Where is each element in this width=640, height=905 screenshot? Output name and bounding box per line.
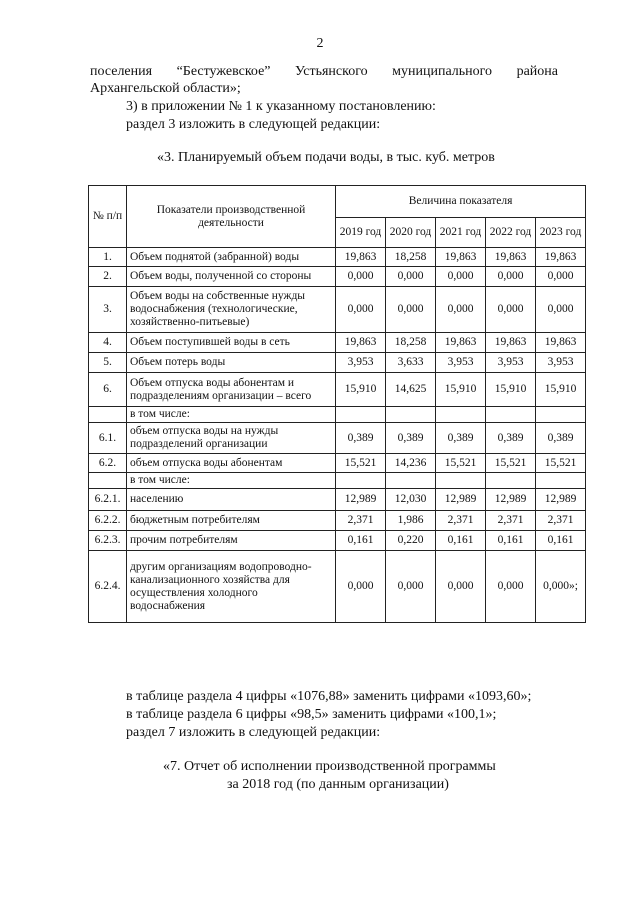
row-value-cell: 0,000: [336, 267, 386, 287]
row-value-cell: 0,389: [436, 423, 486, 454]
row-value-cell: 0,000: [336, 551, 386, 623]
intro-word: района: [516, 64, 558, 79]
row-value-cell: 18,258: [386, 333, 436, 353]
row-indicator-name: бюджетным потребителям: [127, 511, 336, 531]
row-value-cell: 19,863: [336, 248, 386, 267]
row-indicator-name: Объем потерь воды: [127, 353, 336, 373]
intro-word: поселения: [90, 64, 153, 79]
row-value-cell: [336, 473, 386, 489]
table-row: [89, 407, 586, 423]
row-value-cell: 0,389: [336, 423, 386, 454]
row-value-cell: 3,953: [486, 353, 536, 373]
table-row: [89, 373, 586, 407]
row-number: [89, 407, 127, 423]
row-value-cell: 0,000: [486, 287, 536, 333]
intro-line-2: Архангельской области»;: [90, 81, 241, 96]
row-value-cell: 15,910: [486, 373, 536, 407]
row-value-cell: 19,863: [336, 333, 386, 353]
row-value-cell: 15,910: [436, 373, 486, 407]
row-value-cell: [536, 473, 586, 489]
row-value-cell: [436, 473, 486, 489]
row-indicator-name: Объем отпуска воды абонентам и подразделениям организации – всего: [127, 373, 336, 407]
intro-word: “Бестужевское”: [176, 64, 271, 79]
row-indicator-name: другим организациям водопроводно-канализационного хозяйства для осуществления холодного водоснабжения: [127, 551, 336, 623]
intro-word: Устьянского: [295, 64, 368, 79]
row-value-cell: 0,000: [536, 267, 586, 287]
row-value-cell: 1,986: [386, 511, 436, 531]
row-number: [89, 473, 127, 489]
row-value-cell: 0,000: [436, 551, 486, 623]
row-number: 6.2.2.: [89, 511, 127, 531]
col-header-indicator: Показатели производственной деятельности: [127, 186, 336, 248]
row-value-cell: 0,389: [386, 423, 436, 454]
row-value-cell: 0,000: [536, 287, 586, 333]
col-header-year: 2019 год: [336, 218, 386, 248]
row-value-cell: [486, 473, 536, 489]
row-value-cell: [386, 407, 436, 423]
col-header-year: 2023 год: [536, 218, 586, 248]
row-indicator-name: Объем поднятой (забранной) воды: [127, 248, 336, 267]
row-value-cell: 19,863: [436, 333, 486, 353]
row-value-cell: 0,000: [486, 551, 536, 623]
row-value-cell: 0,389: [486, 423, 536, 454]
table-row: [89, 489, 586, 511]
row-indicator-name: прочим потребителям: [127, 531, 336, 551]
row-value-cell: 2,371: [436, 511, 486, 531]
row-value-cell: 0,161: [536, 531, 586, 551]
row-value-cell: 0,000: [386, 287, 436, 333]
row-indicator-name: объем отпуска воды на нужды подразделений организации: [127, 423, 336, 454]
row-value-cell: 15,910: [536, 373, 586, 407]
table-body: [89, 248, 586, 623]
row-value-cell: 19,863: [486, 248, 536, 267]
row-number: 4.: [89, 333, 127, 353]
row-indicator-name: Объем поступившей воды в сеть: [127, 333, 336, 353]
table-row: [89, 333, 586, 353]
col-header-year: 2020 год: [386, 218, 436, 248]
row-number: 3.: [89, 287, 127, 333]
row-value-cell: 0,000: [486, 267, 536, 287]
row-value-cell: 0,000: [436, 287, 486, 333]
row-value-cell: 0,000: [436, 267, 486, 287]
table-row: [89, 454, 586, 473]
table-row: [89, 551, 586, 623]
row-value-cell: 0,161: [336, 531, 386, 551]
after-line-2: в таблице раздела 6 цифры «98,5» заменить цифрами «100,1»;: [126, 707, 497, 722]
row-value-cell: 12,989: [536, 489, 586, 511]
table-row: [89, 267, 586, 287]
row-value-cell: 15,521: [436, 454, 486, 473]
row-value-cell: 15,521: [536, 454, 586, 473]
table-row: [89, 473, 586, 489]
row-number: 1.: [89, 248, 127, 267]
row-indicator-name: в том числе:: [127, 473, 336, 489]
row-value-cell: 14,236: [386, 454, 436, 473]
row-number: 6.2.4.: [89, 551, 127, 623]
row-value-cell: [486, 407, 536, 423]
table-row: [89, 353, 586, 373]
row-value-cell: 3,953: [436, 353, 486, 373]
intro-line-4: раздел 3 изложить в следующей редакции:: [126, 117, 381, 132]
row-value-cell: 15,521: [486, 454, 536, 473]
after-line-1: в таблице раздела 4 цифры «1076,88» заменить цифрами «1093,60»;: [126, 689, 532, 704]
row-indicator-name: населению: [127, 489, 336, 511]
row-value-cell: 12,989: [486, 489, 536, 511]
row-value-cell: 0,161: [436, 531, 486, 551]
page-number: 2: [316, 36, 324, 51]
row-value-cell: 12,989: [336, 489, 386, 511]
table-row: [89, 531, 586, 551]
row-value-cell: 0,000: [386, 551, 436, 623]
water-supply-table: [88, 185, 586, 623]
row-number: 6.: [89, 373, 127, 407]
row-number: 5.: [89, 353, 127, 373]
section-7-title-line-1: «7. Отчет об исполнении производственной программы: [163, 759, 496, 774]
row-value-cell: 0,220: [386, 531, 436, 551]
row-value-cell: 2,371: [536, 511, 586, 531]
row-value-cell: 0,389: [536, 423, 586, 454]
row-value-cell: 19,863: [436, 248, 486, 267]
row-value-cell: 12,989: [436, 489, 486, 511]
col-header-year: 2022 год: [486, 218, 536, 248]
row-indicator-name: в том числе:: [127, 407, 336, 423]
row-value-cell: 0,000: [336, 287, 386, 333]
after-line-3: раздел 7 изложить в следующей редакции:: [126, 725, 381, 740]
row-indicator-name: Объем воды на собственные нужды водоснабжения (технологические, хозяйственно-питьевые): [127, 287, 336, 333]
row-value-cell: 0,000: [386, 267, 436, 287]
row-number: 6.2.1.: [89, 489, 127, 511]
intro-line-3: 3) в приложении № 1 к указанному постановлению:: [126, 99, 436, 114]
row-number: 6.2.3.: [89, 531, 127, 551]
row-value-cell: 15,910: [336, 373, 386, 407]
row-value-cell: [436, 407, 486, 423]
row-number: 6.2.: [89, 454, 127, 473]
row-value-cell: [336, 407, 386, 423]
row-value-cell: 2,371: [486, 511, 536, 531]
row-value-cell: 12,030: [386, 489, 436, 511]
row-value-cell: 19,863: [536, 333, 586, 353]
row-value-cell: 15,521: [336, 454, 386, 473]
row-value-cell: 19,863: [486, 333, 536, 353]
table-row: [89, 511, 586, 531]
table-row: [89, 423, 586, 454]
row-value-cell: 3,953: [536, 353, 586, 373]
row-value-cell: [536, 407, 586, 423]
row-value-cell: 14,625: [386, 373, 436, 407]
table-row: [89, 287, 586, 333]
section-3-title: «3. Планируемый объем подачи воды, в тыс. куб. метров: [157, 150, 495, 165]
row-value-cell: 2,371: [336, 511, 386, 531]
row-indicator-name: Объем воды, полученной со стороны: [127, 267, 336, 287]
row-number: 2.: [89, 267, 127, 287]
col-header-value-group: Величина показателя: [336, 186, 586, 218]
col-header-num: № п/п: [89, 186, 127, 248]
row-number: 6.1.: [89, 423, 127, 454]
row-value-cell: 3,633: [386, 353, 436, 373]
row-value-cell: 19,863: [536, 248, 586, 267]
row-value-cell: 0,161: [486, 531, 536, 551]
row-value-cell: 18,258: [386, 248, 436, 267]
row-value-cell: 3,953: [336, 353, 386, 373]
table-row: [89, 248, 586, 267]
row-value-cell: 0,000»;: [536, 551, 586, 623]
col-header-year: 2021 год: [436, 218, 486, 248]
intro-line-1: [90, 64, 558, 80]
section-7-title-line-2: за 2018 год (по данным организации): [227, 777, 449, 792]
row-indicator-name: объем отпуска воды абонентам: [127, 454, 336, 473]
row-value-cell: [386, 473, 436, 489]
intro-word: муниципального: [392, 64, 493, 79]
